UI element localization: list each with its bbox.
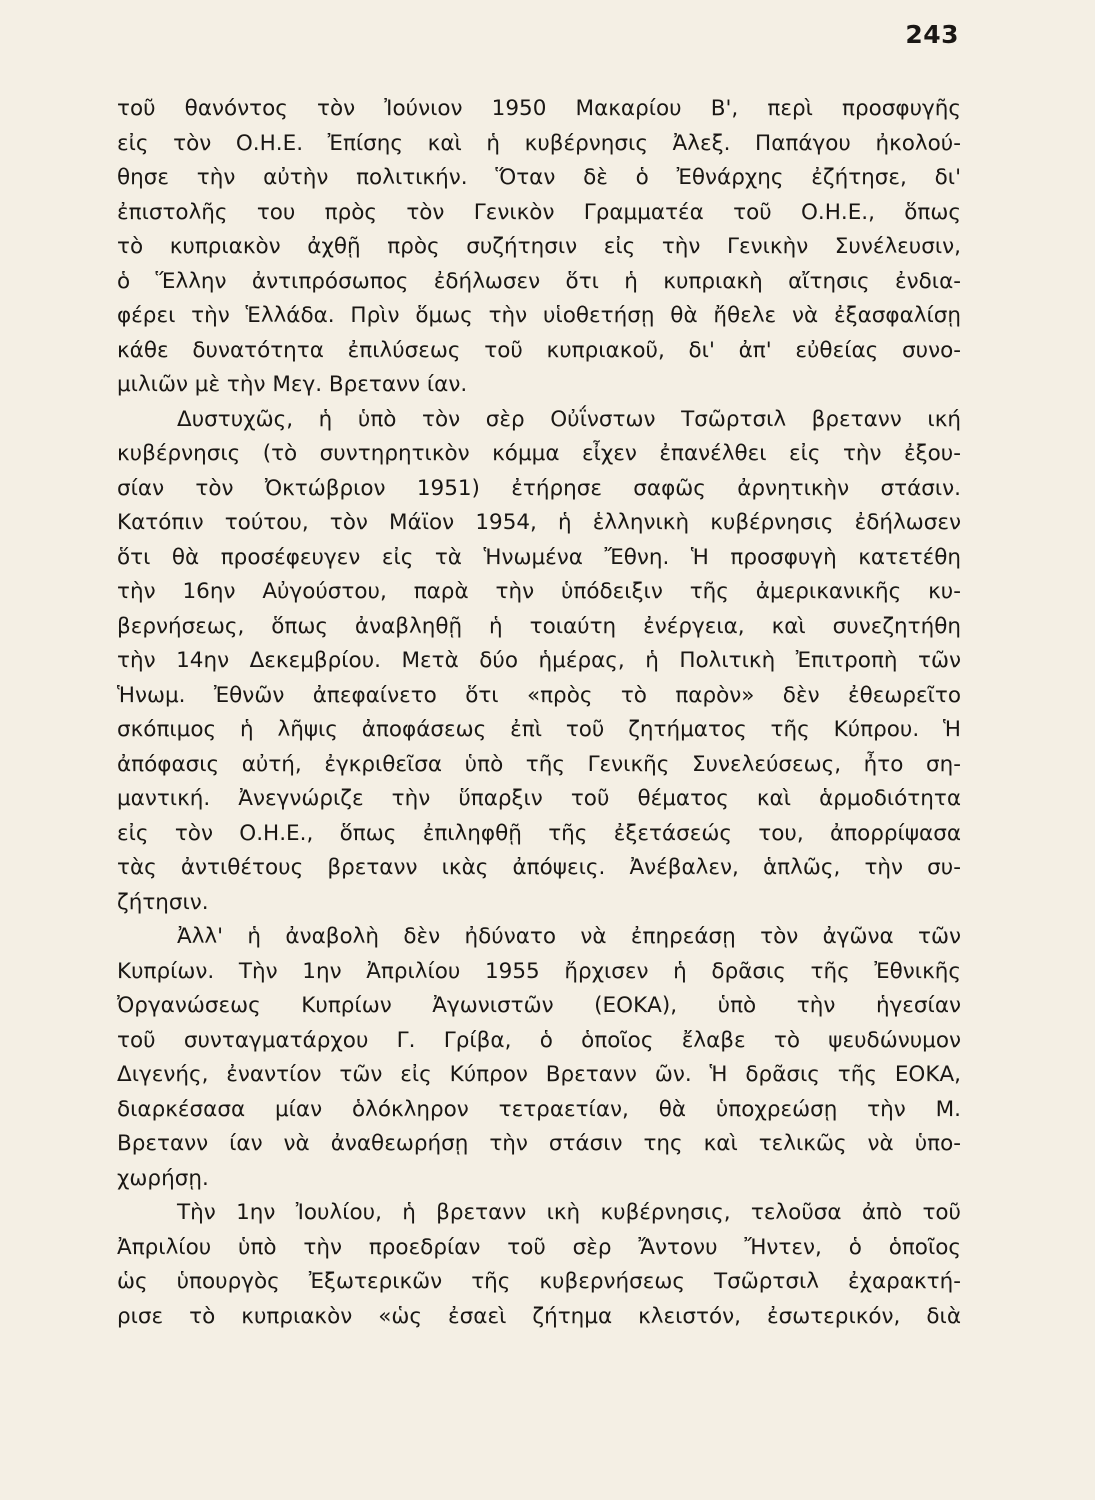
text-line: φέρει τὴν Ἑλλάδα. Πρὶν ὅμως τὴν υἱοθετήσῃ θὰ ἤθελε νὰ ἐξασφαλίσῃ <box>117 303 961 328</box>
text-line: ὁ Ἕλλην ἀντιπρόσωπος ἐδήλωσεν ὅτι ἡ κυπριακὴ αἴτησις ἐνδια- <box>117 268 961 294</box>
text-line: τὴν 16ην Αὐγούστου, παρὰ τὴν ὑπόδειξιν τῆς ἀμερικανικῆς κυ- <box>117 579 961 604</box>
text-line: Κυπρίων. Τὴν 1ην Ἀπριλίου 1955 ἤρχισεν ἡ δρᾶσις τῆς Ἐθνικῆς <box>117 958 961 984</box>
text-line: κυβέρνησις (τὸ συντηρητικὸν κόμμα εἶχεν ἐπανέλθει εἰς τὴν ἐξου- <box>117 441 961 466</box>
text-line: εἰς τὸν Ο.Η.Ε., ὅπως ἐπιληφθῇ τῆς ἐξετάσεώς του, ἀπορρίψασα <box>117 820 961 846</box>
text-line: εἰς τὸν Ο.Η.Ε. Ἐπίσης καὶ ἡ κυβέρνησις Ἀλεξ. Παπάγου ἠκολού- <box>117 130 961 156</box>
text-line: Ἀλλ' ἡ ἀναβολὴ δὲν ἠδύνατο νὰ ἐπηρεάσῃ τὸν ἀγῶνα τῶν <box>177 924 961 949</box>
text-line: Βρετανν ίαν νὰ ἀναθεωρήσῃ τὴν στάσιν της καὶ τελικῶς νὰ ὑπο- <box>117 1131 961 1156</box>
text-line: τὴν 14ην Δεκεμβρίου. Μετὰ δύο ἡμέρας, ἡ Πολιτικὴ Ἐπιτροπὴ τῶν <box>117 648 961 673</box>
text-line: τοῦ συνταγματάρχου Γ. Γρίβα, ὁ ὁποῖος ἔλαβε τὸ ψευδώνυμον <box>117 1027 961 1053</box>
text-line: ἀπόφασις αὐτή, ἐγκριθεῖσα ὑπὸ τῆς Γενικῆς Συνελεύσεως, ἦτο ση- <box>117 751 961 777</box>
text-line: Ἡνωμ. Ἐθνῶν ἀπεφαίνετο ὅτι «πρὸς τὸ παρὸν» δὲν ἐθεωρεῖτο <box>117 682 961 708</box>
text-line: Κατόπιν τούτου, τὸν Μάϊον 1954, ἡ ἑλληνικὴ κυβέρνησις ἐδήλωσεν <box>117 510 961 535</box>
text-line: χωρήσῃ. <box>117 1165 209 1191</box>
text-line: σκόπιμος ἡ λῆψις ἀποφάσεως ἐπὶ τοῦ ζητήματος τῆς Κύπρου. Ἡ <box>117 717 961 742</box>
text-line: θησε τὴν αὐτὴν πολιτικήν. Ὅταν δὲ ὁ Ἐθνάρχης ἐζήτησε, δι' <box>117 165 961 190</box>
text-line: κάθε δυνατότητα ἐπιλύσεως τοῦ κυπριακοῦ, δι' ἀπ' εὐθείας συνο- <box>117 337 961 363</box>
body-text <box>117 92 961 1334</box>
text-line: βερνήσεως, ὅπως ἀναβληθῇ ἡ τοιαύτη ἐνέργεια, καὶ συνεζητήθη <box>117 613 961 639</box>
text-line: τὰς ἀντιθέτους βρετανν ικὰς ἀπόψεις. Ἀνέβαλεν, ἁπλῶς, τὴν συ- <box>117 855 961 880</box>
text-line: Ὀργανώσεως Κυπρίων Ἀγωνιστῶν (ΕΟΚΑ), ὑπὸ τὴν ἡγεσίαν <box>117 993 961 1018</box>
text-line: μαντική. Ἀνεγνώριζε τὴν ὕπαρξιν τοῦ θέματος καὶ ἁρμοδιότητα <box>117 786 961 811</box>
text-line: Τὴν 1ην Ἰουλίου, ἡ βρετανν ικὴ κυβέρνησις, τελοῦσα ἀπὸ τοῦ <box>177 1200 961 1225</box>
page-number: 243 <box>905 20 959 49</box>
text-line: μιλιῶν μὲ τὴν Μεγ. Βρετανν ίαν. <box>117 372 468 397</box>
text-line: τὸ κυπριακὸν ἀχθῇ πρὸς συζήτησιν εἰς τὴν Γενικὴν Συνέλευσιν, <box>117 234 961 259</box>
text-line: διαρκέσασα μίαν ὁλόκληρον τετραετίαν, θὰ ὑποχρεώσῃ τὴν Μ. <box>117 1096 961 1122</box>
text-line: ὡς ὑπουργὸς Ἐξωτερικῶν τῆς κυβερνήσεως Τσῶρτσιλ ἐχαρακτή- <box>117 1269 961 1294</box>
text-line: τοῦ θανόντος τὸν Ἰούνιον 1950 Μακαρίου Β', περὶ προσφυγῆς <box>117 96 961 121</box>
text-line: ρισε τὸ κυπριακὸν «ὡς ἐσαεὶ ζήτημα κλειστόν, ἐσωτερικόν, διὰ <box>117 1303 961 1329</box>
text-line: Ἀπριλίου ὑπὸ τὴν προεδρίαν τοῦ σὲρ Ἄντονυ Ἤντεν, ὁ ὁποῖος <box>117 1234 961 1260</box>
text-line: ζήτησιν. <box>117 889 209 915</box>
text-line: σίαν τὸν Ὀκτώβριον 1951) ἐτήρησε σαφῶς ἀρνητικὴν στάσιν. <box>117 475 961 501</box>
text-line: ὅτι θὰ προσέφευγεν εἰς τὰ Ἡνωμένα Ἔθνη. Ἡ προσφυγὴ κατετέθη <box>117 544 961 570</box>
text-line: Δυστυχῶς, ἡ ὑπὸ τὸν σὲρ Οὐΐνστων Τσῶρτσιλ βρετανν ική <box>177 406 961 432</box>
text-line: ἐπιστολῆς του πρὸς τὸν Γενικὸν Γραμματέα τοῦ Ο.Η.Ε., ὅπως <box>117 199 961 225</box>
text-line: Διγενής, ἐναντίον τῶν εἰς Κύπρον Βρετανν ῶν. Ἡ δρᾶσις τῆς ΕΟΚΑ, <box>117 1062 961 1087</box>
